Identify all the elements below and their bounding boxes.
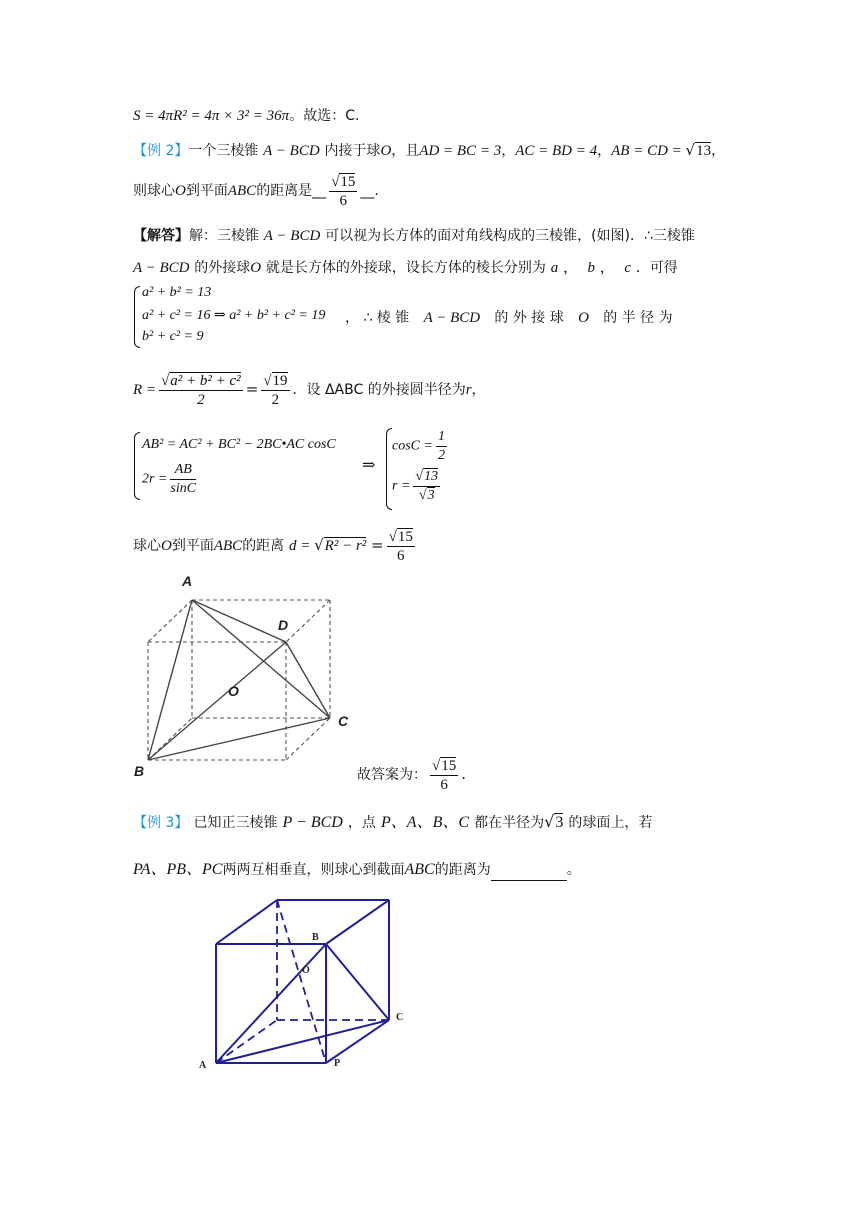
text: 一个三棱锥 xyxy=(188,143,259,159)
label-C: C xyxy=(396,1012,404,1023)
label-P: P xyxy=(334,1058,341,1069)
condition: AB = CD = xyxy=(611,143,686,159)
label-B: B xyxy=(312,932,319,943)
var-a: a xyxy=(550,260,559,276)
label-A: A xyxy=(199,1060,207,1071)
tetrahedron-label: A − BCD xyxy=(133,260,190,276)
label-A: A xyxy=(182,573,193,589)
label-B: B xyxy=(134,763,145,779)
condition: AD = BC = 3 xyxy=(419,143,502,159)
example3-line2: PA、PB、PC两两互相垂直，则球心到截面ABC的距离为 。 xyxy=(133,858,581,881)
condition: AC = BD = 4 xyxy=(515,143,598,159)
text: 可以视为长方体的面对角线构成的三棱锥，(如图)．∴三棱锥 xyxy=(325,228,695,244)
solution-line1 xyxy=(133,224,695,247)
example2-line2 xyxy=(133,170,379,211)
text: 的外接球 xyxy=(194,260,251,276)
root-value: 13 xyxy=(696,143,712,159)
text: 的距离是__ xyxy=(256,183,327,199)
cosine-law: AB² = AC² + BC² − 2BC•AC cosC xyxy=(142,437,336,452)
implies-arrow: ⇒ xyxy=(362,455,376,474)
surface-area-formula: S = 4πR² = 4π × 3² = 36π xyxy=(133,108,290,124)
cosine-brace xyxy=(134,432,140,500)
label-O: O xyxy=(302,965,310,976)
text: 就是长方体的外接球，设长方体的棱长分别为 xyxy=(265,260,546,276)
text: ．可得 xyxy=(635,260,678,276)
result-line xyxy=(133,104,359,127)
text: 解：三棱锥 xyxy=(189,228,259,244)
example2-tag: 【例 2】 xyxy=(133,143,189,159)
cos-result: cosC = $\frac{1}{2}$ xyxy=(392,429,445,463)
text: 则球心 xyxy=(133,183,175,199)
tetrahedron-label: A − BCD xyxy=(263,228,321,244)
final-answer: 故答案为： $\frac{√15}{6}$ . xyxy=(357,757,467,793)
plane-label: ABC xyxy=(227,183,257,199)
cube-pyramid-figure xyxy=(196,890,426,1080)
text: 内接于球 xyxy=(324,143,381,159)
example3-line1: 【例 3】 已知正三棱锥 P − BCD ，点 P、A、B、C 都在半径为√3 的球面上，若 xyxy=(133,812,653,831)
answer-blank xyxy=(491,858,567,881)
system-conclusion: ， ∴ 棱 锥 A − BCD 的 外 接 球 O 的 半 径 为 xyxy=(345,310,673,326)
choice-conclusion: 。故选：C. xyxy=(289,108,360,124)
distance-line: 球心O到平面ABC的距离 d = √R² − r² = $\frac{√15}{6}$ xyxy=(133,528,413,564)
point-label: O xyxy=(380,143,392,159)
answer-fraction: $\frac{√15}{6}$ xyxy=(331,173,356,209)
solution-heading: 【解答】 xyxy=(133,228,189,244)
equation-2: a² + c² = 16 ⇒ a² + b² + c² = 19 xyxy=(142,308,326,323)
tetrahedron-label: A − BCD xyxy=(263,143,320,159)
solution-line2: A − BCD 的外接球O 就是长方体的外接球，设长方体的棱长分别为 a ， b ， c ．可得 xyxy=(133,258,678,276)
example3-tag: 【例 3】 xyxy=(133,815,189,831)
example2-line1: 【例 2】一个三棱锥 A − BCD 内接于球O，且AD = BC = 3，AC = BD = 4，AB = CD = √13， xyxy=(133,141,726,159)
point-label: O xyxy=(250,260,262,276)
text: ，且 xyxy=(391,143,420,159)
sine-law: 2r = $\frac{AB}{\sin C}$ xyxy=(142,462,197,496)
radius-line: R = $\frac{\text{√a² + b² + c²}}{2}$ = $\frac{√19}{2}$ ．设 ΔABC 的外接圆半径为r， xyxy=(133,372,486,408)
equation-1: a² + b² = 13 xyxy=(142,285,212,300)
var-b: b xyxy=(587,260,596,276)
text: 到平面 xyxy=(185,183,228,199)
label-D: D xyxy=(278,617,289,633)
point-label: O xyxy=(175,183,186,199)
cuboid-tetrahedron-figure xyxy=(128,570,358,780)
equation-3: b² + c² = 9 xyxy=(142,329,204,344)
text: __. xyxy=(360,183,379,199)
var-c: c xyxy=(624,260,631,276)
r-result: r = $\frac{√13}{√3}$ xyxy=(392,469,439,503)
label-O: O xyxy=(228,683,239,699)
label-C: C xyxy=(338,713,349,729)
equation-brace xyxy=(134,286,140,348)
